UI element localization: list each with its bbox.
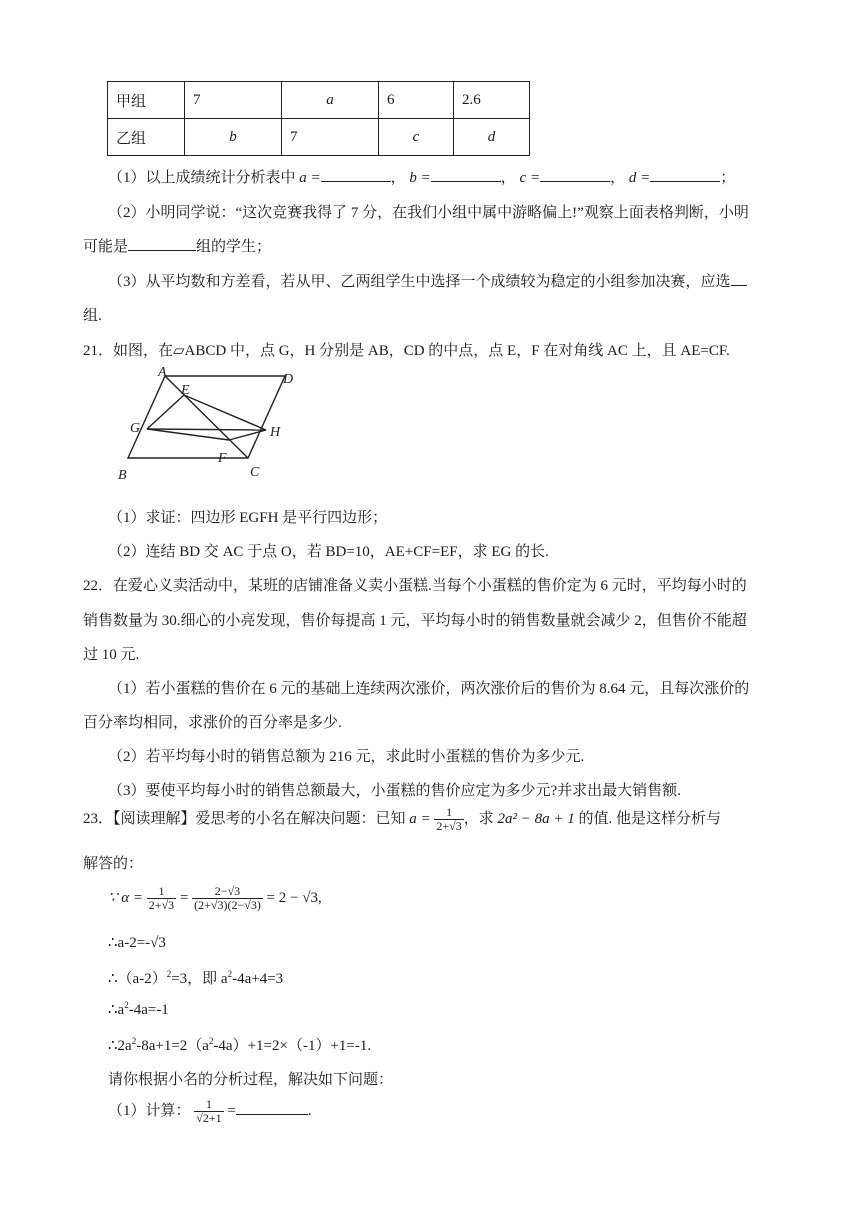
point-label-a: A [158, 366, 167, 380]
point-label-c: C [250, 465, 260, 480]
segment-hf [229, 430, 266, 440]
fraction [434, 806, 463, 833]
table-cell: 2.6 [454, 82, 530, 119]
q23-stem-text: ，求 [463, 810, 494, 827]
answer-blank[interactable] [731, 271, 747, 286]
q22-part1-line2: 百分率均相同，求涨价的百分率是多少. [83, 715, 342, 731]
q23-step5-text: -8a+1=2（a [136, 1038, 209, 1054]
q23-part1-lead: （1）计算： [108, 1102, 191, 1119]
superscript: 2 [208, 1036, 214, 1046]
q23-step4-text: ∴a [108, 1002, 125, 1018]
fraction-numerator: 1 [147, 885, 176, 899]
q23-step5-text: ∴2a [108, 1038, 132, 1054]
fraction [192, 885, 263, 912]
q23-ask: 请你根据小名的分析过程，解决如下问题： [108, 1072, 394, 1088]
table-cell: 乙组 [108, 119, 185, 156]
q20-part1-end: ； [720, 170, 736, 186]
point-label-d: D [283, 372, 294, 387]
q21-stem: 21．如图，在▱ABCD 中，点 G，H 分别是 AB，CD 的中点，点 E，F 在对角线 AC 上，且 AE=CF. [83, 343, 730, 359]
q23-step3 [108, 967, 283, 988]
q23-step5 [108, 1034, 371, 1055]
q21-part2: （2）连结 BD 交 AC 于点 O，若 BD=10，AE+CF=EF，求 EG 的长. [108, 544, 549, 560]
table-row [108, 119, 530, 156]
q20-part1: （1）以上成绩统计分析表中 a = ， b = ， c = ， d = ； [108, 166, 735, 187]
q22-stem-line1: 22．在爱心义卖活动中，某班的店铺准备义卖小蛋糕.当每个小蛋糕的售价定为 6 元时，平均每小时的 [83, 578, 747, 594]
score-table [107, 81, 530, 156]
answer-blank[interactable] [431, 167, 501, 182]
q20-part3-line2: 组. [83, 308, 102, 324]
q23-stem-eq: a = [409, 810, 431, 827]
answer-blank[interactable] [540, 167, 610, 182]
q23-step2: ∴a-2=-√3 [108, 935, 166, 951]
segment-fg [147, 429, 229, 440]
fraction-numerator: 1 [434, 806, 463, 820]
fraction-denominator: 2+√3 [436, 819, 462, 833]
fraction [147, 885, 176, 912]
fraction-denominator: √2+1 [196, 1111, 222, 1125]
table-cell: d [454, 119, 530, 156]
q23-stem-line2: 解答的： [83, 856, 144, 872]
q20-part2-line1: （2）小明同学说：“这次竞赛我得了 7 分，在我们小组中属中游略偏上!”观察上面表格判断，小明 [108, 205, 749, 221]
point-label-e: E [181, 383, 190, 398]
q22-part2: （2）若平均每小时的销售总额为 216 元，求此时小蛋糕的售价为多少元. [108, 749, 585, 765]
q23-part1-end: . [307, 1102, 312, 1119]
fraction-numerator: 2−√3 [192, 885, 263, 899]
q20-part3-text: （3）从平均数和方差看，若从甲、乙两组学生中选择一个成绩较为稳定的小组参加决赛，应选 [108, 274, 731, 290]
q20-part2-line2 [83, 235, 271, 256]
fraction-denominator: (2+√3)(2−√3) [194, 898, 261, 912]
fraction-denominator: 2+√3 [148, 898, 175, 912]
fraction-numerator: 1 [194, 1098, 223, 1112]
point-label-b: B [118, 468, 127, 483]
q23-part1 [108, 1098, 312, 1125]
segment-gh [147, 429, 266, 430]
table-cell: 7 [185, 82, 282, 119]
answer-blank[interactable] [321, 167, 391, 182]
table-cell: a [282, 82, 379, 119]
point-label-f: F [218, 451, 227, 466]
table-cell: b [185, 119, 282, 156]
q20-a-label: a = [299, 170, 321, 186]
q23-step4-text: -4a=-1 [128, 1002, 169, 1018]
answer-blank[interactable] [650, 167, 720, 182]
table-cell: c [379, 119, 454, 156]
segment-eh [184, 395, 266, 430]
q23-stem-expression: 2a² − 8a + 1 [497, 810, 575, 827]
superscript: 2 [131, 1036, 137, 1046]
q23-step1: ∵ α = $\frac{1}{2+√3}$ = $\frac{2-√3}{(2+√3)(2-√3)}$ = 2 − √3, [108, 884, 322, 912]
q20-b-label: b = [409, 170, 431, 186]
q20-part2-text: 组的学生； [196, 239, 272, 255]
equals-sign: = [227, 1102, 236, 1119]
q23-stem-line1 [83, 806, 721, 833]
point-label-h: H [270, 425, 281, 440]
superscript: 2 [227, 969, 233, 979]
table-cell: 甲组 [108, 82, 185, 119]
q23-stem-text: 的值. 他是这样分析与 [578, 810, 722, 827]
segment-ge [147, 395, 184, 429]
table-cell: 7 [282, 119, 379, 156]
q23-step5-text: -4a）+1=2×（-1）+1=-1. [213, 1038, 372, 1054]
q23-stem-text: 23．【阅读理解】爱思考的小名在解决问题：已知 [83, 810, 406, 827]
q23-step3-text: =3，即 a [171, 971, 228, 987]
superscript: 2 [124, 1000, 129, 1010]
table-row [108, 82, 530, 119]
superscript: 2 [166, 969, 172, 979]
q20-part1-prefix: （1）以上成绩统计分析表中 [108, 170, 296, 186]
q22-part3: （3）要使平均每小时的销售总额最大，小蛋糕的售价应定为多少元?并求出最大销售额. [108, 783, 681, 799]
q21-part1: （1）求证：四边形 EGFH 是平行四边形； [108, 510, 388, 526]
q23-step1-lead: ∵ α = [108, 889, 144, 906]
q20-part2-text: 可能是 [83, 239, 129, 255]
table-cell: 6 [379, 82, 454, 119]
parallelogram-figure [110, 366, 310, 488]
q20-c-label: c = [519, 170, 541, 186]
answer-blank[interactable] [128, 236, 196, 251]
q20-d-label: d = [628, 170, 651, 186]
q20-part3-line1 [108, 270, 747, 291]
q22-part1-line1: （1）若小蛋糕的售价在 6 元的基础上连续两次涨价，两次涨价后的售价为 8.64 元，且每次涨价的 [108, 681, 750, 697]
point-label-g: G [130, 421, 141, 436]
answer-blank[interactable] [236, 1100, 308, 1115]
q23-step3-text: ∴（a-2） [108, 971, 167, 987]
q23-step4 [108, 1000, 169, 1019]
q23-step3-text: -4a+4=3 [232, 971, 284, 987]
q23-step1-tail: = 2 − √3, [266, 889, 322, 906]
q22-stem-line3: 过 10 元. [83, 647, 140, 663]
fraction [194, 1098, 223, 1125]
q22-stem-line2: 销售数量为 30.细心的小亮发现，售价每提高 1 元，平均每小时的销售数量就会减少 2，但售价不能超 [83, 613, 747, 629]
